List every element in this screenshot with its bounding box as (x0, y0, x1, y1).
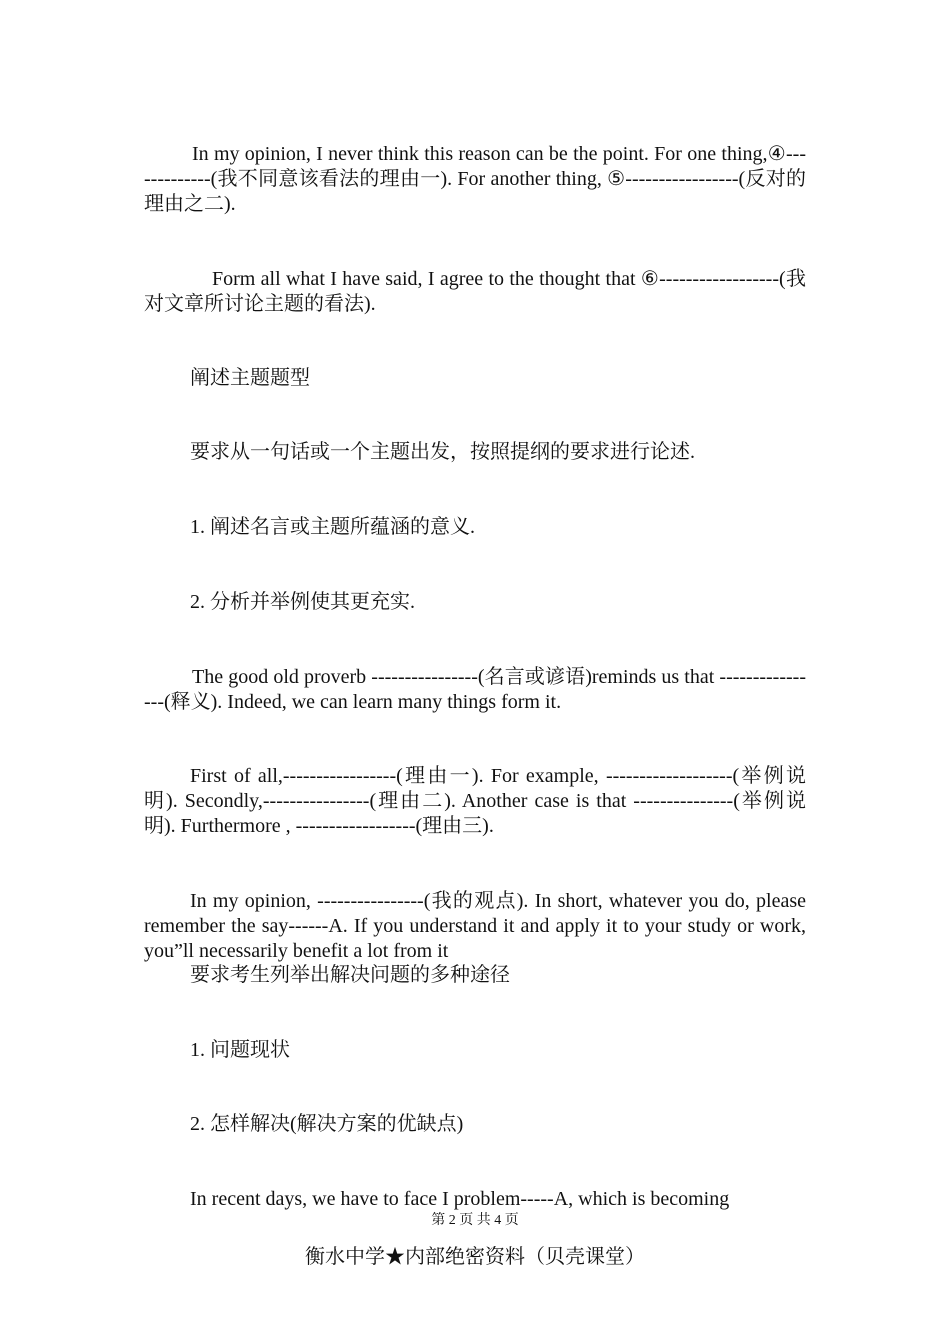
outline-item-2: 2. 分析并举例使其更充实. (190, 591, 415, 613)
paragraph-reasons: First of all,-----------------(理由一). For example, -------------------(举例说明). Secondly,----------------(理由二). Another case is that ---------------(举例说明). Furthermore , ------------------(理由三). (144, 765, 806, 837)
section-heading-theme: 阐述主题题型 (190, 367, 310, 389)
section-requirement: 要求从一句话或一个主题出发，按照提纲的要求进行论述. (190, 441, 695, 463)
outline-item-1: 1. 阐述名言或主题所蕴涵的意义. (190, 516, 475, 538)
outline-item-solution: 2. 怎样解决(解决方案的优缺点) (190, 1113, 464, 1135)
paragraph-conclusion: Form all what I have said, I agree to the thought that ⑥------------------(我对文章所讨论主题的看法). (144, 268, 806, 315)
paragraph-opinion: In my opinion, I never think this reason can be the point. For one thing,④-------------(我不同意该看法的理由一). For another thing, ⑤-----------------(反对的理由之二). (144, 143, 806, 215)
section-heading-solutions: 要求考生列举出解决问题的多种途径 (190, 964, 510, 986)
paragraph-recent-days: In recent days, we have to face I problem-----A, which is becoming (190, 1188, 730, 1210)
paragraph-proverb: The good old proverb ----------------(名言或谚语)reminds us that ----------------(释义). Indeed, we can learn many things form it. (144, 666, 806, 713)
footer-brand: 衡水中学★内部绝密资料（贝壳课堂） (305, 1246, 645, 1268)
page-number: 第 2 页 共 4 页 (431, 1213, 519, 1228)
paragraph-my-opinion: In my opinion, ----------------(我的观点). In short, whatever you do, please remember the say------A. If you understand it and apply it to your study or work, you”ll necessarily benefit a lot from it (144, 890, 806, 962)
outline-item-problem: 1. 问题现状 (190, 1039, 290, 1061)
